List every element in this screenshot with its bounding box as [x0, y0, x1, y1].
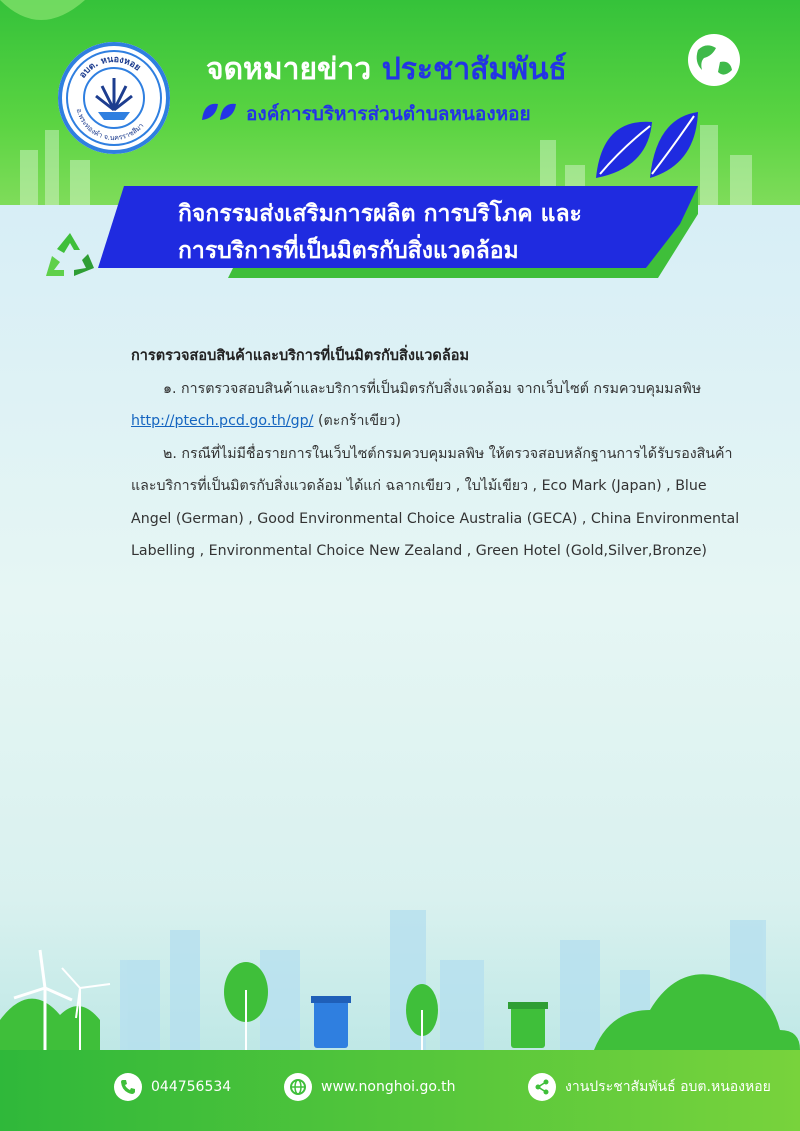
globe-icon	[686, 32, 742, 88]
article-item-2: ๒. กรณีที่ไม่มีชื่อรายการในเว็บไซต์กรมควบคุมมลพิษ ให้ตรวจสอบหลักฐานการได้รับรองสินค้าและบริการที่เป็นมิตรกับสิ่งแวดล้อม ได้แก่ ฉลากเขียว , ใบไม้เขียว , Eco Mark (Japan) , Blue Angel (German) , Good Environmental Choice Australia (GECA) , China Environmental Labelling , Environmental Choice New Zealand , Green Hotel (Gold,Silver,Bronze)	[131, 445, 740, 559]
title-main: จดหมายข่าว	[206, 52, 372, 87]
footer-credit	[528, 1072, 771, 1102]
phone-icon	[114, 1073, 142, 1101]
organization-subtitle: องค์การบริหารส่วนตำบลหนองหอย	[246, 103, 531, 125]
phone-number: 044756534	[151, 1079, 232, 1095]
blue-leaf-decoration	[592, 108, 702, 188]
web-globe-icon	[284, 1073, 312, 1101]
footer-website	[284, 1072, 456, 1102]
organization-seal	[58, 42, 170, 154]
city-landscape-illustration	[0, 900, 800, 1052]
leaf-icon	[200, 100, 238, 124]
topic-title	[178, 196, 698, 270]
article-heading: การตรวจสอบสินค้าและบริการที่เป็นมิตรกับสิ่งแวดล้อม	[131, 348, 470, 364]
topic-title-line1: กิจกรรมส่งเสริมการผลิต การบริโภค และ	[178, 201, 582, 227]
newsletter-title	[206, 46, 567, 93]
topic-title-line2: การบริการที่เป็นมิตรกับสิ่งแวดล้อม	[178, 238, 519, 264]
pcd-link[interactable]: http://ptech.pcd.go.th/gp/	[131, 413, 314, 429]
seal-text-top: อบต. หนองหอย	[77, 54, 143, 81]
leaf-decoration-top-left	[0, 0, 90, 40]
article-item-1	[131, 373, 749, 438]
item-1-text: ๑. การตรวจสอบสินค้าและบริการที่เป็นมิตรกับสิ่งแวดล้อม จากเว็บไซต์ กรมควบคุมมลพิษ	[163, 380, 702, 397]
title-accent: ประชาสัมพันธ์	[381, 52, 567, 87]
footer-phone	[114, 1072, 231, 1102]
seal-text-bottom: อ.พระทองคำ จ.นครราชสีมา	[74, 107, 146, 143]
item-1-suffix: (ตะกร้าเขียว)	[313, 413, 401, 429]
website-url[interactable]: www.nonghoi.go.th	[321, 1079, 456, 1095]
article-body	[131, 340, 749, 568]
credit-text: งานประชาสัมพันธ์ อบต.หนองหอย	[565, 1079, 771, 1095]
share-icon	[528, 1073, 556, 1101]
recycle-icon	[44, 230, 96, 280]
